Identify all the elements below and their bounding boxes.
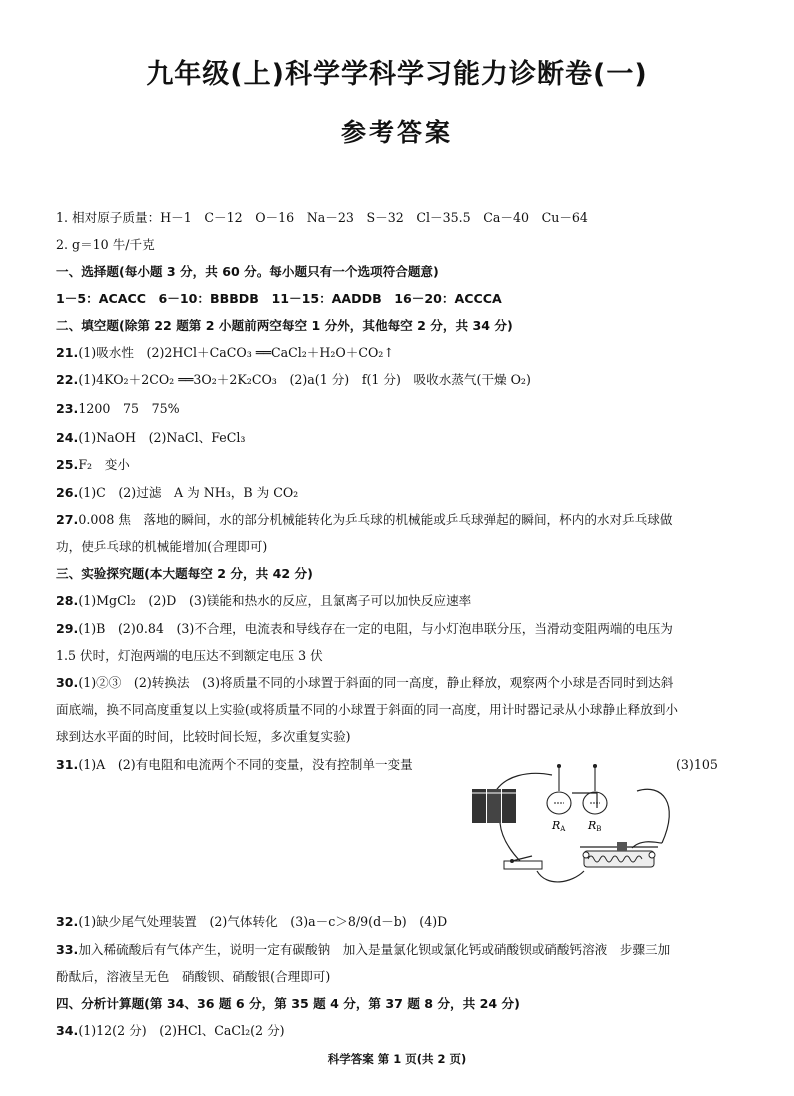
answer-26 bbox=[56, 485, 298, 501]
question-number: 27. bbox=[56, 512, 79, 527]
switch-icon bbox=[504, 856, 542, 869]
answer-text: (1)缺少尾气处理装置 (2)气体转化 (3)a－c＞8/9(d－b) (4)D bbox=[78, 914, 448, 929]
page-title: 九年级(上)科学学科学习能力诊断卷(一) bbox=[146, 59, 648, 90]
answer-29-cont: 1.5 伏时，灯泡两端的电压达不到额定电压 3 伏 bbox=[56, 648, 323, 663]
question-number: 21. bbox=[56, 345, 79, 360]
answer-24 bbox=[56, 430, 245, 446]
circuit-diagram bbox=[462, 763, 692, 893]
battery-icon bbox=[472, 789, 516, 823]
section-calc-heading: 四、分析计算题(第 34、36 题 6 分，第 35 题 4 分，第 37 题 8 分，共 24 分) bbox=[56, 996, 520, 1011]
answer-22 bbox=[56, 372, 531, 388]
answer-text: 0.008 焦 落地的瞬间，水的部分机械能转化为乒乓球的机械能或乒乓球弹起的瞬间，杯内的水对乒乓球做 bbox=[78, 512, 673, 527]
answer-31-part3: (3)105 bbox=[676, 757, 718, 772]
answer-27-cont: 功，使乒乓球的机械能增加(合理即可) bbox=[56, 539, 268, 554]
question-number: 28. bbox=[56, 593, 79, 608]
question-number: 34. bbox=[56, 1023, 79, 1038]
answer-30-cont2: 球到达水平面的时间，比较时间长短，多次重复实验) bbox=[56, 729, 351, 744]
answer-text: (1)MgCl₂ (2)D (3)镁能和热水的反应，且氯离子可以加快反应速率 bbox=[78, 593, 472, 608]
answer-text: (1)NaOH (2)NaCl、FeCl₃ bbox=[78, 430, 246, 445]
section-choice-heading: 一、选择题(每小题 3 分，共 60 分。每小题只有一个选项符合题意) bbox=[56, 264, 439, 279]
choice-answers: 1－5：ACACC 6－10：BBBDB 11－15：AADDB 16－20：ACCCA bbox=[56, 291, 502, 306]
note-gravity: 2. g＝10 牛/千克 bbox=[56, 237, 155, 252]
answer-text: 加入稀硫酸后有气体产生，说明一定有碳酸钠 加入是量氯化钡或氯化钙或硝酸钡或硝酸钙溶液 步骤三加 bbox=[78, 942, 671, 957]
answer-25 bbox=[56, 457, 130, 473]
question-number: 29. bbox=[56, 621, 79, 636]
answer-29 bbox=[56, 621, 673, 637]
answer-34 bbox=[56, 1023, 285, 1039]
flask-icon bbox=[547, 765, 607, 815]
question-number: 22. bbox=[56, 372, 79, 387]
answer-23 bbox=[56, 401, 180, 417]
answer-text: (1)A (2)有电阻和电流两个不同的变量，没有控制单一变量 bbox=[78, 757, 413, 772]
question-number: 30. bbox=[56, 675, 79, 690]
section-experiment-heading: 三、实验探究题(本大题每空 2 分，共 42 分) bbox=[56, 566, 313, 581]
question-number: 33. bbox=[56, 942, 79, 957]
answer-27 bbox=[56, 512, 673, 528]
flask-b-label: RB bbox=[588, 819, 602, 833]
answer-30-cont1: 面底端，换不同高度重复以上实验(或将质量不同的小球置于斜面的同一高度，用计时器记录从小球静止释放到小 bbox=[56, 702, 679, 717]
question-number: 26. bbox=[56, 485, 79, 500]
answer-text: F₂ 变小 bbox=[78, 457, 130, 472]
rheostat-icon bbox=[580, 842, 658, 867]
answer-33-cont: 酚酞后，溶液呈无色 硝酸钡、硝酸银(合理即可) bbox=[56, 969, 331, 984]
answer-21 bbox=[56, 345, 394, 361]
answer-text: (1)4KO₂＋2CO₂ ══3O₂＋2K₂CO₃ (2)a(1 分) f(1 分) 吸收水蒸气(干燥 O₂) bbox=[78, 372, 531, 387]
answer-text: (1)②③ (2)转换法 (3)将质量不同的小球置于斜面的同一高度，静止释放，观察两个小球是否同时到达斜 bbox=[78, 675, 674, 690]
answer-28 bbox=[56, 593, 471, 609]
section-fill-heading: 二、填空题(除第 22 题第 2 小题前两空每空 1 分外，其他每空 2 分，共 34 分) bbox=[56, 318, 513, 333]
answer-33 bbox=[56, 942, 670, 958]
question-number: 24. bbox=[56, 430, 79, 445]
question-number: 25. bbox=[56, 457, 79, 472]
note-atomic-mass: 1. 相对原子质量：H－1 C－12 O－16 Na－23 S－32 Cl－35.5 Ca－40 Cu－64 bbox=[56, 210, 588, 225]
question-number: 23. bbox=[56, 401, 79, 416]
question-number: 31. bbox=[56, 757, 79, 772]
answer-32 bbox=[56, 914, 447, 930]
page-subtitle: 参考答案 bbox=[340, 118, 453, 147]
flask-a-label: RA bbox=[552, 819, 566, 833]
answer-text: (1)B (2)0.84 (3)不合理，电流表和导线存在一定的电阻，与小灯泡串联分压，当滑动变阻两端的电压为 bbox=[78, 621, 673, 636]
answer-text: 1200 75 75% bbox=[78, 401, 180, 416]
page-footer: 科学答案 第 1 页(共 2 页) bbox=[327, 1052, 467, 1066]
answer-31 bbox=[56, 757, 413, 773]
answer-text: (1)12(2 分) (2)HCl、CaCl₂(2 分) bbox=[78, 1023, 285, 1038]
answer-text: (1)吸水性 (2)2HCl＋CaCO₃ ══CaCl₂＋H₂O＋CO₂↑ bbox=[78, 345, 394, 360]
question-number: 32. bbox=[56, 914, 79, 929]
answer-30 bbox=[56, 675, 673, 691]
answer-text: (1)C (2)过滤 A 为 NH₃，B 为 CO₂ bbox=[78, 485, 299, 500]
